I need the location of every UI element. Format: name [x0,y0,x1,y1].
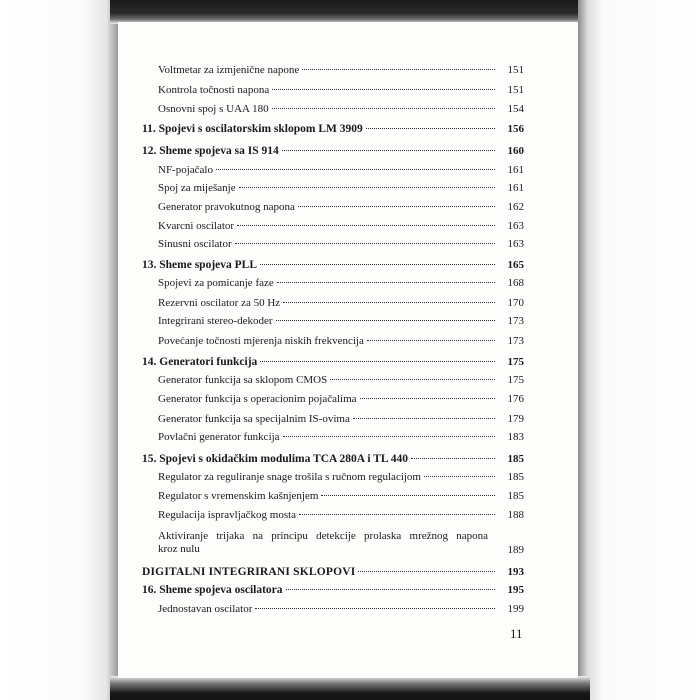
toc-entry [142,374,524,387]
toc-entry-title: DIGITALNI INTEGRIRANI SKLOPOVI [142,566,356,578]
toc-entry-title: Povlačni generator funkcija [158,431,280,443]
dot-leader [237,225,495,226]
toc-entry-page: 185 [507,453,524,465]
toc-entry-page: 173 [507,315,524,327]
scan-border-top [110,0,590,24]
toc-entry [142,431,524,444]
toc-entry [142,335,524,348]
dot-leader [353,418,495,419]
toc-entry-page: 183 [507,431,524,443]
toc-entry-page: 170 [507,297,524,309]
toc-entry [142,297,524,310]
dot-leader [282,150,495,151]
toc-entry-title: 16. Sheme spojeva oscilatora [142,584,283,596]
toc-entry [142,277,524,290]
dot-leader [358,571,495,572]
toc-entry [142,164,524,177]
toc-entry-page: 151 [507,64,524,76]
toc-chapter-heading [142,584,524,597]
toc-entry-page: 185 [507,490,524,502]
dot-leader [260,264,495,265]
toc-entry-page: 162 [507,201,524,213]
toc-entry [142,530,524,556]
dot-leader [366,128,495,129]
toc-entry-page: 185 [507,471,524,483]
toc-entry [142,220,524,233]
scan-border-left [0,0,118,700]
toc-entry-page: 199 [507,603,524,615]
toc-entry [142,471,524,484]
dot-leader [321,495,495,496]
dot-leader [255,608,495,609]
toc-chapter-heading [142,145,524,158]
toc-entry-title: Osnovni spoj s UAA 180 [158,103,269,115]
dot-leader [299,514,495,515]
toc-entry [142,84,524,97]
toc-entry-title: Rezervni oscilator za 50 Hz [158,297,281,309]
toc-entry-page: 156 [507,123,524,135]
toc-entry-page: 165 [507,259,524,271]
toc-entry-title: Sinusni oscilator [158,238,232,250]
toc-entry-title: 12. Sheme spojeva sa IS 914 [142,145,279,157]
toc-entry-page: 161 [507,182,524,194]
toc-entry-title: 11. Spojevi s oscilatorskim sklopom LM 3909 [142,123,363,135]
toc-entry-title: Jednostavan oscilator [158,603,253,615]
dot-leader [235,243,495,244]
toc-entry-title: Generator pravokutnog napona [158,201,295,213]
toc-chapter-heading [142,259,524,272]
toc-entry-title: Regulator za reguliranje snage trošila s ručnom regulacijom [158,471,421,483]
dot-leader [367,340,495,341]
toc-entry [142,393,524,406]
toc-entry-title: Generator funkcija sa sklopom CMOS [158,374,328,386]
dot-leader [298,206,495,207]
toc-entry-page: 161 [507,164,524,176]
toc-entry [142,603,524,616]
toc-entry-page: 173 [507,335,524,347]
toc-entry [142,201,524,214]
dot-leader [272,89,495,90]
dot-leader [272,108,495,109]
dot-leader [302,69,495,70]
toc-entry-title: Spojevi za pomicanje faze [158,277,274,289]
toc-entry-page: 195 [507,584,524,596]
dot-leader [411,458,495,459]
toc-entry [142,315,524,328]
toc-entry-title: Generator funkcija s operacionim pojačalima [158,393,357,405]
toc-chapter-heading [142,123,524,136]
toc-entry [142,182,524,195]
page-number: 11 [510,626,523,641]
toc-entry-page: 168 [507,277,524,289]
toc-entry-title: 15. Spojevi s okidačkim modulima TCA 280A i TL 440 [142,453,409,465]
toc-entry-page: 179 [507,413,524,425]
toc-entry-title: Regulacija ispravljačkog mosta [158,509,297,521]
toc-entry-page: 154 [507,103,524,115]
toc-entry-title: Spoj za miješanje [158,182,236,194]
dot-leader [276,320,495,321]
toc-entry-title: Aktiviranje trijaka na principu detekcije prolaska mrežnog napona [158,530,488,542]
toc-entry-title: Povećanje točnosti mjerenja niskih frekvencija [158,335,364,347]
book-page [118,22,578,678]
dot-leader [216,169,495,170]
dot-leader [360,398,495,399]
toc-entry-page: 151 [507,84,524,96]
toc-entry-title: Generator funkcija sa specijalnim IS-ovima [158,413,350,425]
toc-entry [142,490,524,503]
dot-leader [286,589,495,590]
toc-entry-title-continued: kroz nulu [158,543,200,555]
toc-entry [142,413,524,426]
dot-leader [283,302,495,303]
toc-entry [142,509,524,522]
toc-entry-page: 163 [507,238,524,250]
dot-leader [239,187,495,188]
toc-entry-page: 175 [507,374,524,386]
toc-entry-title: Integrirani stereo-dekoder [158,315,273,327]
toc-entry [142,238,524,251]
toc-entry-page: 175 [507,356,524,368]
toc-entry [142,64,524,77]
dot-leader [260,361,495,362]
toc-part-heading [142,566,524,579]
dot-leader [330,379,495,380]
scan-border-bottom [110,676,590,700]
toc-entry-page: 193 [507,566,524,578]
toc-entry-title: NF-pojačalo [158,164,213,176]
dot-leader [424,476,495,477]
toc-entry-page: 188 [507,509,524,521]
toc-entry-title: Kvarcni oscilator [158,220,235,232]
toc-entry-page: 189 [507,544,524,556]
toc-entry-page: 176 [507,393,524,405]
dot-leader [283,436,495,437]
toc-entry-title: 13. Sheme spojeva PLL [142,259,257,271]
toc-chapter-heading [142,453,524,466]
toc-entry-title: 14. Generatori funkcija [142,356,258,368]
toc-entry-title: Kontrola točnosti napona [158,84,270,96]
toc-entry-title: Voltmetar za izmjenične napone [158,64,300,76]
toc-entry-page: 163 [507,220,524,232]
toc-chapter-heading [142,356,524,369]
scan-border-right [578,0,700,700]
toc-entry-title: Regulator s vremenskim kašnjenjem [158,490,319,502]
dot-leader [277,282,495,283]
toc-entry-page: 160 [507,145,524,157]
toc-entry [142,103,524,116]
